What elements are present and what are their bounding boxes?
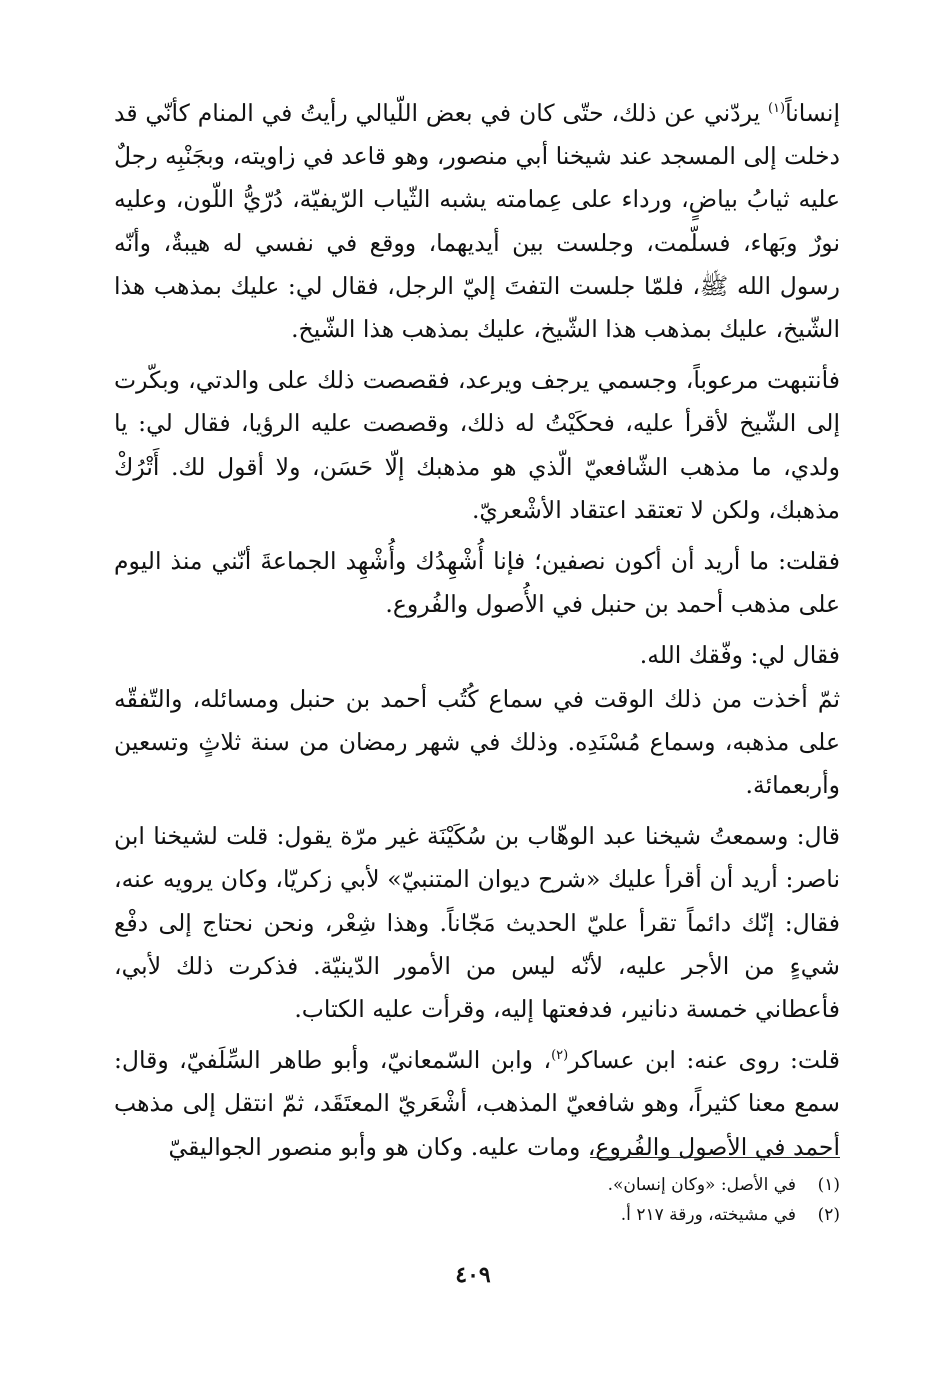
paragraph-3: فقلت: ما أريد أن أكون نصفين؛ فإنا أُشْهِدُك وأُشْهِد الجماعةَ أنّني منذ اليوم على مذهب أحمد بن حنبل في الأُصول والفُروع. xyxy=(114,547,840,619)
page-number: ٤٠٩ xyxy=(455,1262,491,1288)
footnote-1 xyxy=(114,1170,840,1200)
paragraph-4: فقال لي: وفّقك الله. xyxy=(639,641,840,670)
paragraph-7-start: قلت: روى عنه: ابن عساكر xyxy=(568,1046,840,1075)
footnote-number: (١) xyxy=(817,1175,840,1195)
footnote-ref-1: (١) xyxy=(767,101,786,117)
paragraph-5: ثمّ أخذت من ذلك الوقت في سماع كُتُب أحمد بن حنبل ومسائله، والتّفقّه على مذهبه، وسماع مُسْنَدِه. وذلك في شهر رمضان من سنة ثلاثٍ وتسعين وأربعمائة. xyxy=(114,684,840,800)
paragraph-6: قال: وسمعتُ شيخنا عبد الوهّاب بن سُكَيْنَة غير مرّة يقول: قلت لشيخنا ابن ناصر: أريد أن أقرأ عليك «شرح ديوان المتنبيّ» لأبي زكريّا، وكان يرويه عنه، فقال: إنّك دائماً تقرأ عليّ الحديث مَجّاناً. وهذا شِعْر، ونحن نحتاج إلى دفْع شيءٍ من الأجر عليه، لأنّه ليس من الأمور الدّينيّة. فذكرت ذلك لأبي، فأعطاني خمسة دنانير، فدفعتها إليه، وقرأت عليه الكتاب. xyxy=(114,822,840,1024)
footnote-ref-2: (٢) xyxy=(551,1048,569,1064)
paragraph-1-start: إنساناً xyxy=(785,99,840,127)
paragraph-2: فأنتبهت مرعوباً، وجسمي يرجف ويرعد، فقصصت ذلك على والدتي، وبكّرت إلى الشّيخ لأقرأ عليه، فحكَيْتُ له ذلك، وقصصت عليه الرؤيا، فقال لي: يا ولدي، ما مذهب الشّافعيّ الّذي هو مذهبك إلّا حَسَن، ولا أقول لك. أَتْرُكْ مذهبك، ولكن لا تعتقد اعتقاد الأشْعريّ. xyxy=(114,366,840,524)
footnote-text: في مشيخته، ورقة ٢١٧ أ. xyxy=(620,1205,796,1225)
footnote-divider xyxy=(590,1157,840,1158)
footnote-2 xyxy=(114,1200,840,1230)
paragraph-1-rest: يردّني عن ذلك، حتّى كان في بعض اللّيالي رأيتُ في المنام كأنّي قد دخلت إلى المسجد عند شيخنا أبي منصور، وهو قاعد في زاويته، وبجَنْبِه رجلٌ عليه ثيابُ بياضٍ، ورداء على عِمامته يشبه الثّياب الرّيفيّة، دُرّيُّ اللّون، وعليه نورٌ وبَهاء، فسلّمت، وجلست بين أيديهما، ووقع في نفسي له هيبةٌ، وأنّه رسول الله ﷺ، فلمّا جلست التفتَ إليّ الرجل، فقال لي: عليك بمذهب هذا الشّيخ، عليك بمذهب هذا الشّيخ، عليك بمذهب هذا الشّيخ. xyxy=(114,99,840,344)
paragraph-1 xyxy=(114,92,840,351)
footnote-number: (٢) xyxy=(817,1205,840,1225)
paragraph-7-rest: ، وابن السّمعانيّ، وأبو طاهر السِّلَفيّ، وقال: سمع معنا كثيراً، وهو شافعيّ المذهب، أشْعَريّ المعتَقَد، ثمّ انتقل إلى مذهب أحمد في الأصول والفُروع، ومات عليه. وكان هو وأبو منصور الجواليقيّ xyxy=(114,1046,840,1161)
main-text xyxy=(114,92,840,1169)
footnotes xyxy=(114,1170,840,1230)
footnote-text: في الأصل: «وكان إنسان». xyxy=(607,1175,796,1195)
paragraph-7 xyxy=(114,1039,840,1169)
